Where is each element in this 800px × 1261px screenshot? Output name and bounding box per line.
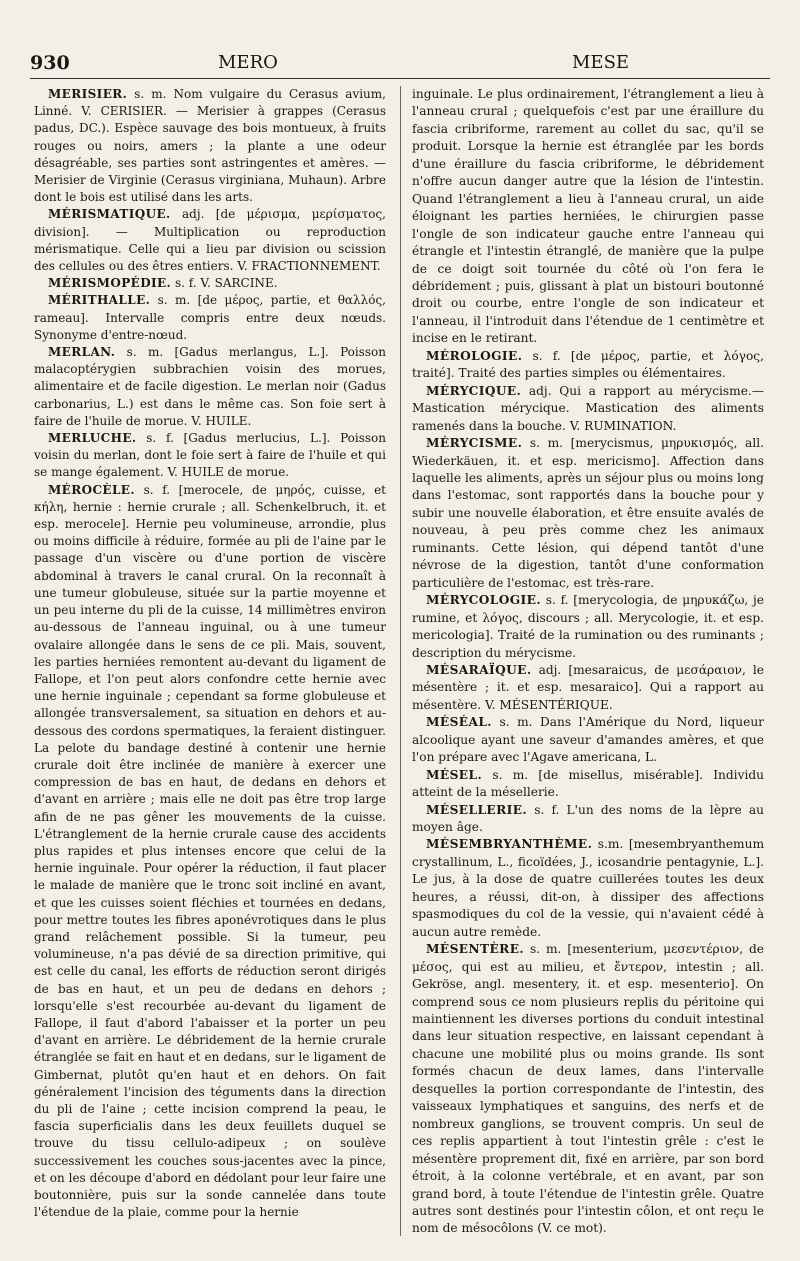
entry-meseal — [412, 714, 764, 766]
entry-merlan — [34, 344, 386, 430]
entry-mesel — [412, 767, 764, 802]
entry-text: adj. [mesaraicus, de μεσάραιον, le mésentère ; it. et esp. mesaraico]. Qui a rapport au mésentère. V. MÉSENTÉRIQUE. — [412, 662, 764, 712]
headword: MÉRISMOPÉDIE. — [48, 276, 172, 291]
entry-text: s. m. Dans l'Amérique du Nord, liqueur alcoolique ayant une saveur d'amandes amères, et que l'on prépare avec l'Agave americana, L. — [412, 715, 764, 765]
entry-merismopedie — [34, 275, 386, 292]
entry-mesellerie — [412, 802, 764, 837]
entry-text: s. f. [merycologia, de μηρυκάζω, je rumine, et λόγος, discours ; all. Merycologie, it. et esp. mericologia]. Traité de la rumination ou des ruminants ; description du mérycisme. — [412, 593, 764, 660]
headword: MERLUCHE. — [48, 431, 137, 446]
right-column — [412, 86, 764, 1246]
headword: MÉRYCIQUE. — [426, 383, 522, 398]
entry-text: adj. [de μέρισμα, μερίσματος, division]. — Multiplication ou reproduction mérismatique. Celle qui a lieu par division ou scission des cellules ou des êtres entiers. V. FRACTIONNEMENT. — [34, 207, 386, 274]
entry-merisier — [34, 86, 386, 206]
page-number: 930 — [30, 52, 70, 74]
entry-merycisme — [412, 435, 764, 592]
headword: MERLAN. — [48, 345, 116, 360]
entry-text: s. m. [Gadus merlangus, L.]. Poisson malacoptérygien subbrachien voisin des morues, alimentaire et de facile digestion. Le merlan noir (Gadus carbonarius, L.) est dans le même cas. Son foie sert à faire de l'huile de morue. V. HUILE. — [34, 345, 386, 428]
entry-text: inguinale. Le plus ordinairement, l'étranglement a lieu à l'anneau crural ; quelquefois c'est par une éraillure du fascia cribriforme, rarement au collet du sac, qu'il se produit. Lorsque la hernie est étranglée par les bords d'une éraillure du fascia cribriforme, le débridement n'offre aucun danger autre que la lésion de l'intestin. Quand l'étranglement a lieu à l'anneau crural, un aide éloignant les parties herniées, le chirurgien passe l'ongle de son indicateur gauche entre l'anneau qui étrangle et l'intestin étranglé, de manière que la pulpe de ce doigt soit tournée du côté où l'on fera le débridement ; puis, glissant à plat un bistouri boutonné droit ou courbe, entre l'ongle de son indicateur et l'anneau, il l'introduit dans l'étendue de 1 centimètre et incise en le retirant. — [412, 87, 764, 346]
headword: MÉRYCOLOGIE. — [426, 593, 541, 608]
header-rule — [30, 78, 770, 79]
left-column — [34, 86, 386, 1246]
entry-mesembryantheme — [412, 836, 764, 941]
entry-merycologie — [412, 592, 764, 662]
running-head-right: MESE — [572, 52, 630, 73]
entry-merocele-continued — [412, 86, 764, 348]
headword: MÉROLOGIE. — [426, 348, 523, 363]
entry-text: s. f. [Gadus merlucius, L.]. Poisson voisin du merlan, dont le foie sert à faire de l'huile et qui se mange également. V. HUILE de morue. — [34, 431, 386, 480]
entry-text: s. f. [merocele, de μηρός, cuisse, et κήλη, hernie : hernie crurale ; all. Schenkelbruch, it. et esp. merocele]. Hernie peu volumineuse, arrondie, plus ou moins difficile à réduire, formée au pli de l'aine par le passage d'un viscère ou d'une portion de viscère abdominal à travers le canal crural. On la reconnaît à une tumeur globuleuse, située sur la partie moyenne et un peu interne du pli de la cuisse, 14 millimètres environ au-dessous de l'anneau inguinal, ou à une tumeur ovalaire allongée dans le sens de ce pli. Mais, souvent, les parties herniées remontent au-devant du ligament de Fallope, et l'on peut alors confondre cette hernie avec une hernie inguinale ; cependant sa forme globuleuse et allongée transversalement, sa situation en dehors et au-dessous des cordons spermatiques, la feraient distinguer. La pelote du bandage destiné à contenir une hernie crurale doit être inclinée de manière à exercer une compression de bas en haut, de dedans en dehors et d'avant en arrière ; mais elle ne doit pas être trop large afin de ne pas gêner les mouvements de la cuisse. L'étranglement de la hernie crurale cause des accidents plus rapides et plus intenses encore que celui de la hernie inguinale. Pour opérer la réduction, il faut placer le malade de manière que le tronc soit incliné en avant, et que les cuisses soient fléchies et tournées en dedans, pour mettre toutes les fibres aponévrotiques dans le plus grand relâchement possible. Si la tumeur, peu volumineuse, n'a pas dévié de sa direction primitive, qui est celle du canal, les efforts de réduction seront dirigés de bas en haut, et un peu de dedans en dehors ; lorsqu'elle s'est recourbée au-devant du ligament de Fallope, il faut d'abord l'abaisser et la porter un peu d'avant en arrière. Le débridement de la hernie crurale étranglée se fait en haut et en dedans, sur le ligament de Gimbernat, plutôt qu'en haut et en dehors. On fait généralement l'incision des téguments dans la direction du pli de l'aine ; cette incision comprend la peau, le fascia superficialis dans les deux feuillets duquel se trouve du tissu cellulo-adipeux ; on soulève successivement les couches sous-jacentes avec la pince, et on les découpe d'abord en dédolant pour leur faire une boutonnière, puis sur la sonde cannelée dans toute l'étendue de la plaie, comme pour la hernie — [34, 482, 386, 1220]
entry-mesaraique — [412, 662, 764, 714]
headword: MÉRYCISME. — [426, 436, 523, 451]
entry-merluche — [34, 430, 386, 482]
entry-text: s. m. [merycismus, μηρυκισμός, all. Wiederkäuen, it. et esp. mericismo]. Affection dans laquelle les aliments, après un séjour plus ou moins long dans l'estomac, sont rapportés dans la bouche pour y subir une nouvelle élaboration, et être ensuite avalés de nouveau, à peu près comme chez les animaux ruminants. Cette lésion, qui dépend tantôt d'une névrose de la digestion, tantôt d'une conformation particulière de l'estomac, est très-rare. — [412, 436, 764, 590]
headword: MÉSARAÏQUE. — [426, 662, 532, 677]
headword: MÉSÉAL. — [426, 715, 492, 730]
entry-merismatique — [34, 206, 386, 275]
page-header — [30, 52, 770, 78]
entry-text: s. m. Nom vulgaire du Cerasus avium, Linné. V. CERISIER. — Merisier à grappes (Cerasus padus, DC.). Espèce sauvage des bois montueux, à fruits rouges ou noirs, amers ; la plante a une odeur désagréable, ses parties sont astringentes et amères. —Merisier de Virginie (Cerasus virginiana, Muhaun). Arbre dont le bois est utilisé dans les arts. — [34, 87, 386, 205]
headword: MÉSEMBRYANTHÈME. — [426, 837, 593, 852]
entry-text: s. f. V. SARCINE. — [174, 276, 278, 291]
entry-merycique — [412, 383, 764, 435]
headword: MÉSENTÈRE. — [426, 942, 525, 957]
entry-text: s. m. [mesenterium, μεσεντέριον, de μέσος, qui est au milieu, et ἔντερον, intestin ; all. Gekröse, angl. mesentery, it. et esp. mesenterio]. On comprend sous ce nom plusieurs replis du péritoine qui maintiennent les diverses portions du conduit intestinal dans leur situation respective, en laissant cependant à chacune une mobilité plus ou moins grande. Ils sont formés chacun de deux lames, dans l'intervalle desquelles la portion correspondante de l'intestin, des vaisseaux lymphatiques et sanguins, des nerfs et de nombreux ganglions, se trouvent compris. Un seul de ces replis appartient à tout l'intestin grêle : c'est le mésentère proprement dit, fixé en arrière, par son bord étroit, à la colonne vertébrale, et en avant, par son grand bord, à toute l'étendue de l'intestin grêle. Quatre autres sont destinés pour l'intestin côlon, et ont reçu le nom de mésocôlons (V. ce mot). — [412, 942, 764, 1236]
running-head-left: MERO — [218, 52, 278, 73]
headword: MERISIER. — [48, 87, 128, 101]
entry-text: s. f. L'un des noms de la lèpre au moyen âge. — [412, 802, 764, 835]
headword: MÉROCÈLE. — [48, 482, 135, 497]
entry-merithalle — [34, 292, 386, 344]
entry-merologie — [412, 348, 764, 383]
entry-text: s. m. [de μέρος, partie, et θαλλός, rameau]. Intervalle compris entre deux nœuds. Synonyme d'entre-nœud. — [34, 293, 386, 342]
headword: MÉSEL. — [426, 767, 483, 782]
column-divider — [400, 86, 401, 1236]
entry-text: s. m. [de misellus, misérable]. Individu atteint de la mésellerie. — [412, 767, 764, 800]
entry-merocele — [34, 482, 386, 1222]
headword: MÉSELLERIE. — [426, 802, 528, 817]
headword: MÉRITHALLE. — [48, 293, 151, 308]
entry-text: adj. Qui a rapport au mérycisme.— Mastication mérycique. Mastication des aliments ramenés dans la bouche. V. RUMINATION. — [412, 383, 764, 433]
entry-text: s. f. [de μέρος, partie, et λόγος, traité]. Traité des parties simples ou élémentaires. — [412, 348, 764, 381]
headword: MÉRISMATIQUE. — [48, 207, 171, 222]
entry-text: s.m. [mesembryanthemum crystallinum, L., ficoïdées, J., icosandrie pentagynie, L.]. Le jus, à la dose de quatre cuillerées toutes les deux heures, a réussi, dit-on, à dissiper des affections spasmodiques du col de la vessie, qui n'avaient cédé à aucun autre remède. — [412, 837, 764, 939]
entry-mesentere — [412, 941, 764, 1238]
